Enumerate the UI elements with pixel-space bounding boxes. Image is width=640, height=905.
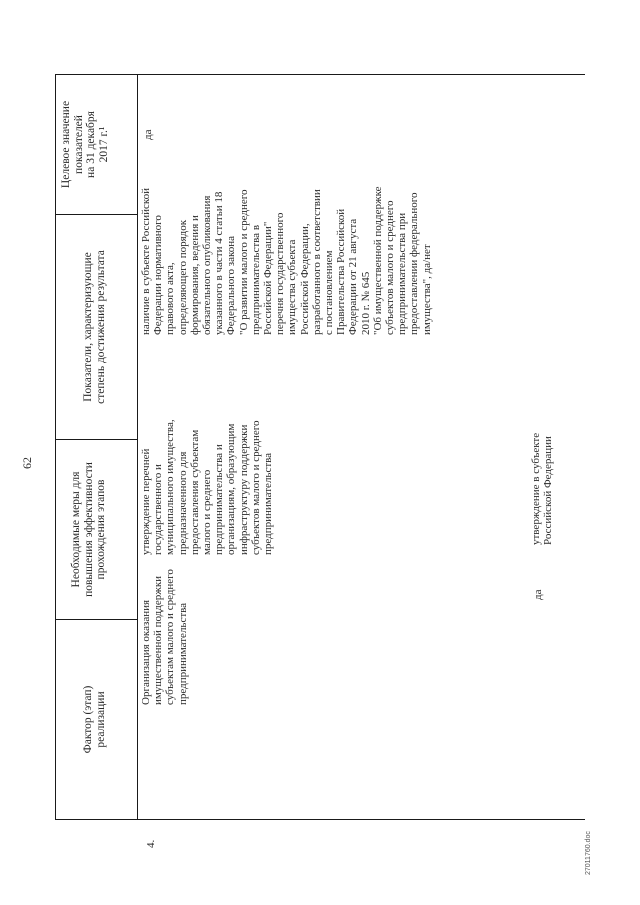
header-factor: Фактор (этап) реализации (82, 685, 107, 754)
page-number: 62 (20, 457, 34, 469)
table-top-border (55, 75, 56, 820)
col-divider-2 (55, 439, 138, 440)
footer-doc-name: 27011760.doc (585, 831, 592, 875)
col-divider-3 (55, 214, 138, 215)
col-divider-1 (55, 619, 138, 620)
cell-target-1: да (142, 129, 154, 140)
header-measures: Необходимые меры для повышения эффективности прохождения этапов (70, 462, 107, 597)
row-number: 4. (145, 839, 157, 848)
cell-factor: Организация оказания имущественной поддержки субъектам малого и среднего предпринимательства (140, 569, 189, 705)
cell-indicator-2: утверждение в субъекте Российской Федерации (530, 432, 555, 545)
cell-indicator-1: наличие в субъекте Российской Федерации нормативного правового акта, определяющего порядок формирования, ведения и обязательного опубликования указанного в части 4 статьи 18 Федерального закона "О развитии малого и среднего предпринимательства в Российской Федерации" перечня государственного имущества субъекта Российской Федерации, разработанного в соответствии с постановлением Правительства Российской Федерации от 21 августа 2010 г. № 645 "Об имущественной поддержке субъектов малого и среднего предпринимательства при предоставлении федерального имущества", да/нет (140, 186, 433, 335)
header-target: Целевое значение показателей на 31 декабря 2017 г.¹ (60, 100, 110, 189)
table-left-border (55, 819, 585, 820)
cell-target-2: да (532, 589, 544, 600)
header-bottom-border (137, 75, 138, 820)
cell-measures: утверждение перечней государственного и муниципального имущества, предназначенного для предоставления субъектам малого и среднего предпринимательства и организациям, образующим инфраструктуру поддержки субъектов малого и среднего предпринимательства (140, 419, 275, 555)
header-indicators: Показатели, характеризующие степень достижения результата (82, 250, 107, 404)
table-right-border (55, 74, 585, 75)
